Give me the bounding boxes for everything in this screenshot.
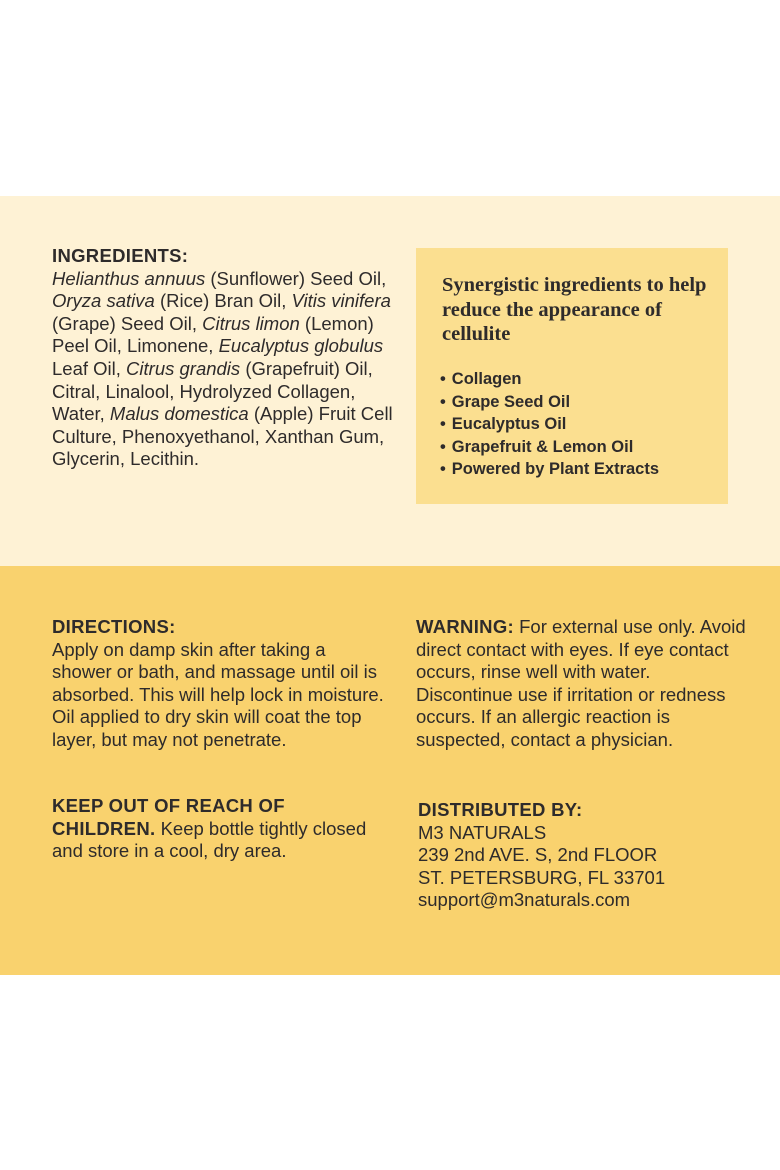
ingredient-text: (Apple) Fruit Cell Culture, Phenoxyethanol, Xanthan Gum, Glycerin, Lecithin. [52,403,393,470]
distributor-address: 239 2nd AVE. S, 2nd FLOOR [418,844,658,866]
ingredient-text: Leaf Oil, [52,357,127,379]
distributor-email: support@m3naturals.com [418,889,631,911]
distributor-city: ST. PETERSBURG, FL 33701 [418,866,666,888]
botanical-name: Vitis vinifera [291,290,391,312]
benefit-item: • Powered by Plant Extracts [440,458,659,481]
directions-text: Apply on damp skin after taking a shower or bath, and massage until oil is absorbed. This will help lock in moisture. Oil applied to dry skin will coat the top layer, but may not penetrate. [52,638,384,750]
benefit-item: • Grape Seed Oil [440,391,659,414]
keep-out-heading: KEEP OUT OF REACH OF CHILDREN. [52,795,285,839]
botanical-name: Eucalyptus globulus [218,335,384,357]
callout-title: Synergistic ingredients to help reduce the appearance of cellulite [442,274,707,345]
benefit-item: • Collagen [440,368,659,391]
keep-out-text: Keep bottle tightly closed and store in a cool, dry area. [52,817,367,862]
botanical-name: Citrus grandis [126,357,241,379]
ingredient-text: (Sunflower) Seed Oil, [205,267,387,289]
distributor-section [418,799,738,912]
ingredient-text: (Grape) Seed Oil, [52,312,203,334]
botanical-name: Oryza sativa [52,290,155,312]
benefit-item: • Grapefruit & Lemon Oil [440,436,659,459]
botanical-name: Malus domestica [109,403,249,425]
keep-out-section [52,795,387,863]
ingredient-text: (Grapefruit) Oil, Citral, Linalool, Hydrolyzed Collagen, Water, [52,357,373,425]
ingredients-section [52,245,397,471]
benefits-callout [416,248,728,504]
benefit-item: • Eucalyptus Oil [440,413,659,436]
warning-text: For external use only. Avoid direct contact with eyes. If eye contact occurs, rinse well with water. Discontinue use if irritation or redness occurs. If an allergic reaction is suspected, contact a physician. [416,616,746,750]
distributor-name: M3 NATURALS [418,821,547,843]
botanical-name: Helianthus annuus [52,267,206,289]
ingredients-heading: INGREDIENTS: [52,245,189,266]
benefits-list [440,368,659,481]
ingredients-list [52,268,397,471]
botanical-name: Citrus limon [202,312,300,334]
distributor-heading: DISTRIBUTED BY: [418,799,583,820]
warning-section [416,616,751,752]
ingredient-text: (Rice) Bran Oil, [154,290,292,312]
warning-heading: WARNING: [416,616,514,637]
ingredient-text: (Lemon) Peel Oil, Limonene, [52,312,374,357]
directions-section [52,616,387,752]
directions-heading: DIRECTIONS: [52,616,176,637]
